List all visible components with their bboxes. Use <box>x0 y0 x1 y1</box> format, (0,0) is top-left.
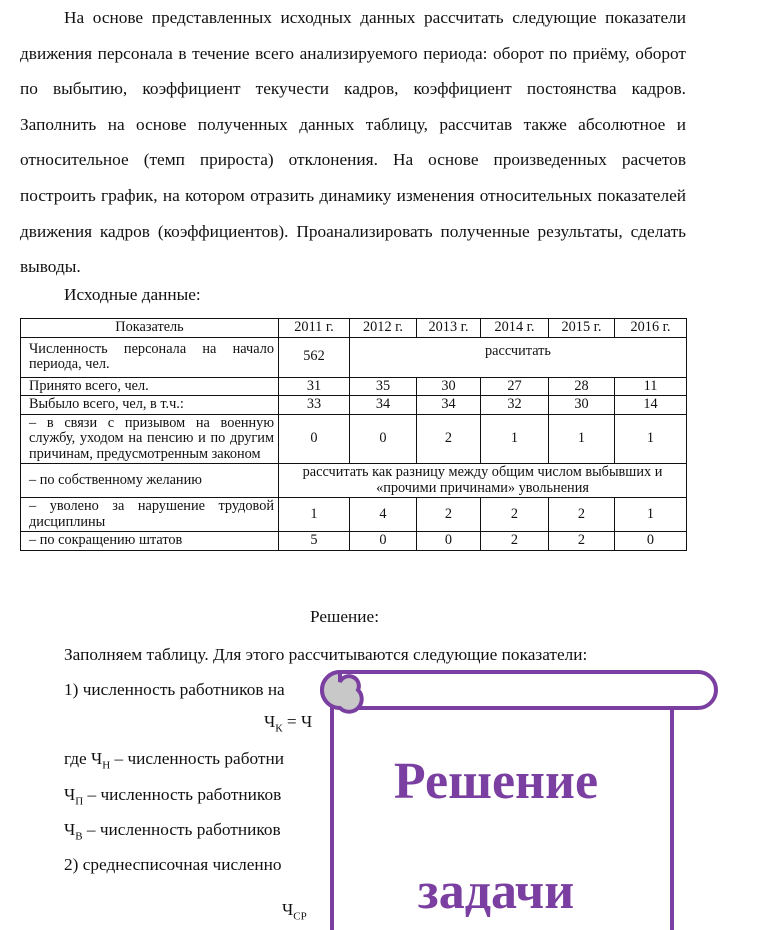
table-cell: 27 <box>481 377 549 396</box>
solution-line-3 <box>64 749 284 771</box>
row-label: – уволено за нарушение трудовой дисциплины <box>21 498 279 532</box>
table-header-cell: 2011 г. <box>279 319 350 338</box>
scroll-curl <box>322 672 362 712</box>
formula-symbol: Ч <box>282 900 294 919</box>
table-cell: 2 <box>549 532 615 551</box>
solution-line-2: 1) численность работников на <box>64 680 285 699</box>
text-subscript: Н <box>102 759 111 772</box>
table-cell: 0 <box>279 414 350 464</box>
table-cell: 30 <box>417 377 481 396</box>
solution-line-5 <box>64 820 281 842</box>
table-cell: 32 <box>481 396 549 415</box>
initial-data-heading: Исходные данные: <box>64 285 201 304</box>
table-header-cell: 2014 г. <box>481 319 549 338</box>
text-fragment: – численность работников <box>83 785 282 804</box>
solution-line-1: Заполняем таблицу. Для этого рассчитываются следующие показатели: <box>64 645 588 664</box>
table-cell: 2 <box>481 532 549 551</box>
table-cell: 33 <box>279 396 350 415</box>
table-row <box>21 464 687 498</box>
text-subscript: П <box>75 795 84 808</box>
row-label: – в связи с призывом на военную службу, уходом на пенсию и по другим причинам, предусмотренным законом <box>21 414 279 464</box>
text-fragment: – численность работни <box>110 749 284 768</box>
table-row <box>21 396 687 415</box>
table-cell: 28 <box>549 377 615 396</box>
table-cell: 562 <box>279 337 350 377</box>
row-label: Выбыло всего, чел, в т.ч.: <box>21 396 279 415</box>
table-row <box>21 337 687 377</box>
solution-line-4 <box>64 785 281 807</box>
formula-subscript: СР <box>293 910 307 923</box>
table-cell: 5 <box>279 532 350 551</box>
text-fragment: Ч <box>64 785 76 804</box>
table-cell: 0 <box>615 532 687 551</box>
formula-symbol: Ч <box>264 712 276 731</box>
table-cell: 2 <box>481 498 549 532</box>
table-cell: 2 <box>549 498 615 532</box>
text-fragment: – численность работников <box>82 820 281 839</box>
table-cell-merged: рассчитать <box>350 337 687 377</box>
row-label: – по собственному желанию <box>21 464 279 498</box>
table-cell: 1 <box>615 414 687 464</box>
solution-line-6: 2) среднесписочная численно <box>64 855 282 874</box>
scroll-top-roll <box>322 672 716 708</box>
table-row <box>21 377 687 396</box>
row-label: Численность персонала на начало периода, чел. <box>21 337 279 377</box>
row-label: – по сокращению штатов <box>21 532 279 551</box>
formula-subscript: К <box>275 722 283 735</box>
table-header-cell: Показатель <box>21 319 279 338</box>
table-header-cell: 2016 г. <box>615 319 687 338</box>
formula-csr <box>282 900 307 922</box>
table-cell: 11 <box>615 377 687 396</box>
initial-data-table <box>20 318 687 551</box>
table-cell: 4 <box>350 498 417 532</box>
formula-rest: = Ч <box>282 712 313 731</box>
table-cell: 1 <box>279 498 350 532</box>
table-cell: 14 <box>615 396 687 415</box>
table-cell: 34 <box>417 396 481 415</box>
text-fragment: где Ч <box>64 749 103 768</box>
table-header-cell: 2013 г. <box>417 319 481 338</box>
overlay-title-line-2: задачи <box>417 863 575 920</box>
table-row <box>21 498 687 532</box>
formula-ck <box>264 712 312 734</box>
text-subscript: В <box>75 830 83 843</box>
row-label: Принято всего, чел. <box>21 377 279 396</box>
solution-title: Решение: <box>310 607 379 626</box>
table-cell: 1 <box>549 414 615 464</box>
table-header-cell: 2012 г. <box>350 319 417 338</box>
table-cell: 2 <box>417 414 481 464</box>
table-cell: 34 <box>350 396 417 415</box>
intro-paragraph: На основе представленных исходных данных рассчитать следующие показатели движения персонала в течение всего анализируемого периода: оборот по приёму, оборот по выбытию, коэффициент текучести кадров, коэффициент постоянства кадров. Заполнить на основе полученных данных таблицу, рассчитав также абсолютное и относительное (темп прироста) отклонения. На основе произведенных расчетов построить график, на котором отразить динамику изменения относительных показателей движения кадров (коэффициентов). Проанализировать полученные результаты, сделать выводы. <box>20 8 686 277</box>
table-cell: 31 <box>279 377 350 396</box>
table-cell: 1 <box>481 414 549 464</box>
table-header-cell: 2015 г. <box>549 319 615 338</box>
table-row <box>21 414 687 464</box>
table-cell: 0 <box>350 532 417 551</box>
table-cell: 35 <box>350 377 417 396</box>
overlay-title-line-1: Решение <box>393 753 599 810</box>
table-row <box>21 532 687 551</box>
text-fragment: Ч <box>64 820 76 839</box>
table-cell: 0 <box>350 414 417 464</box>
table-header-row <box>21 319 687 338</box>
table-cell: 0 <box>417 532 481 551</box>
table-cell-merged: рассчитать как разницу между общим числом выбывших и «прочими причинами» увольнения <box>279 464 687 498</box>
table-cell: 1 <box>615 498 687 532</box>
table-cell: 30 <box>549 396 615 415</box>
table-cell: 2 <box>417 498 481 532</box>
